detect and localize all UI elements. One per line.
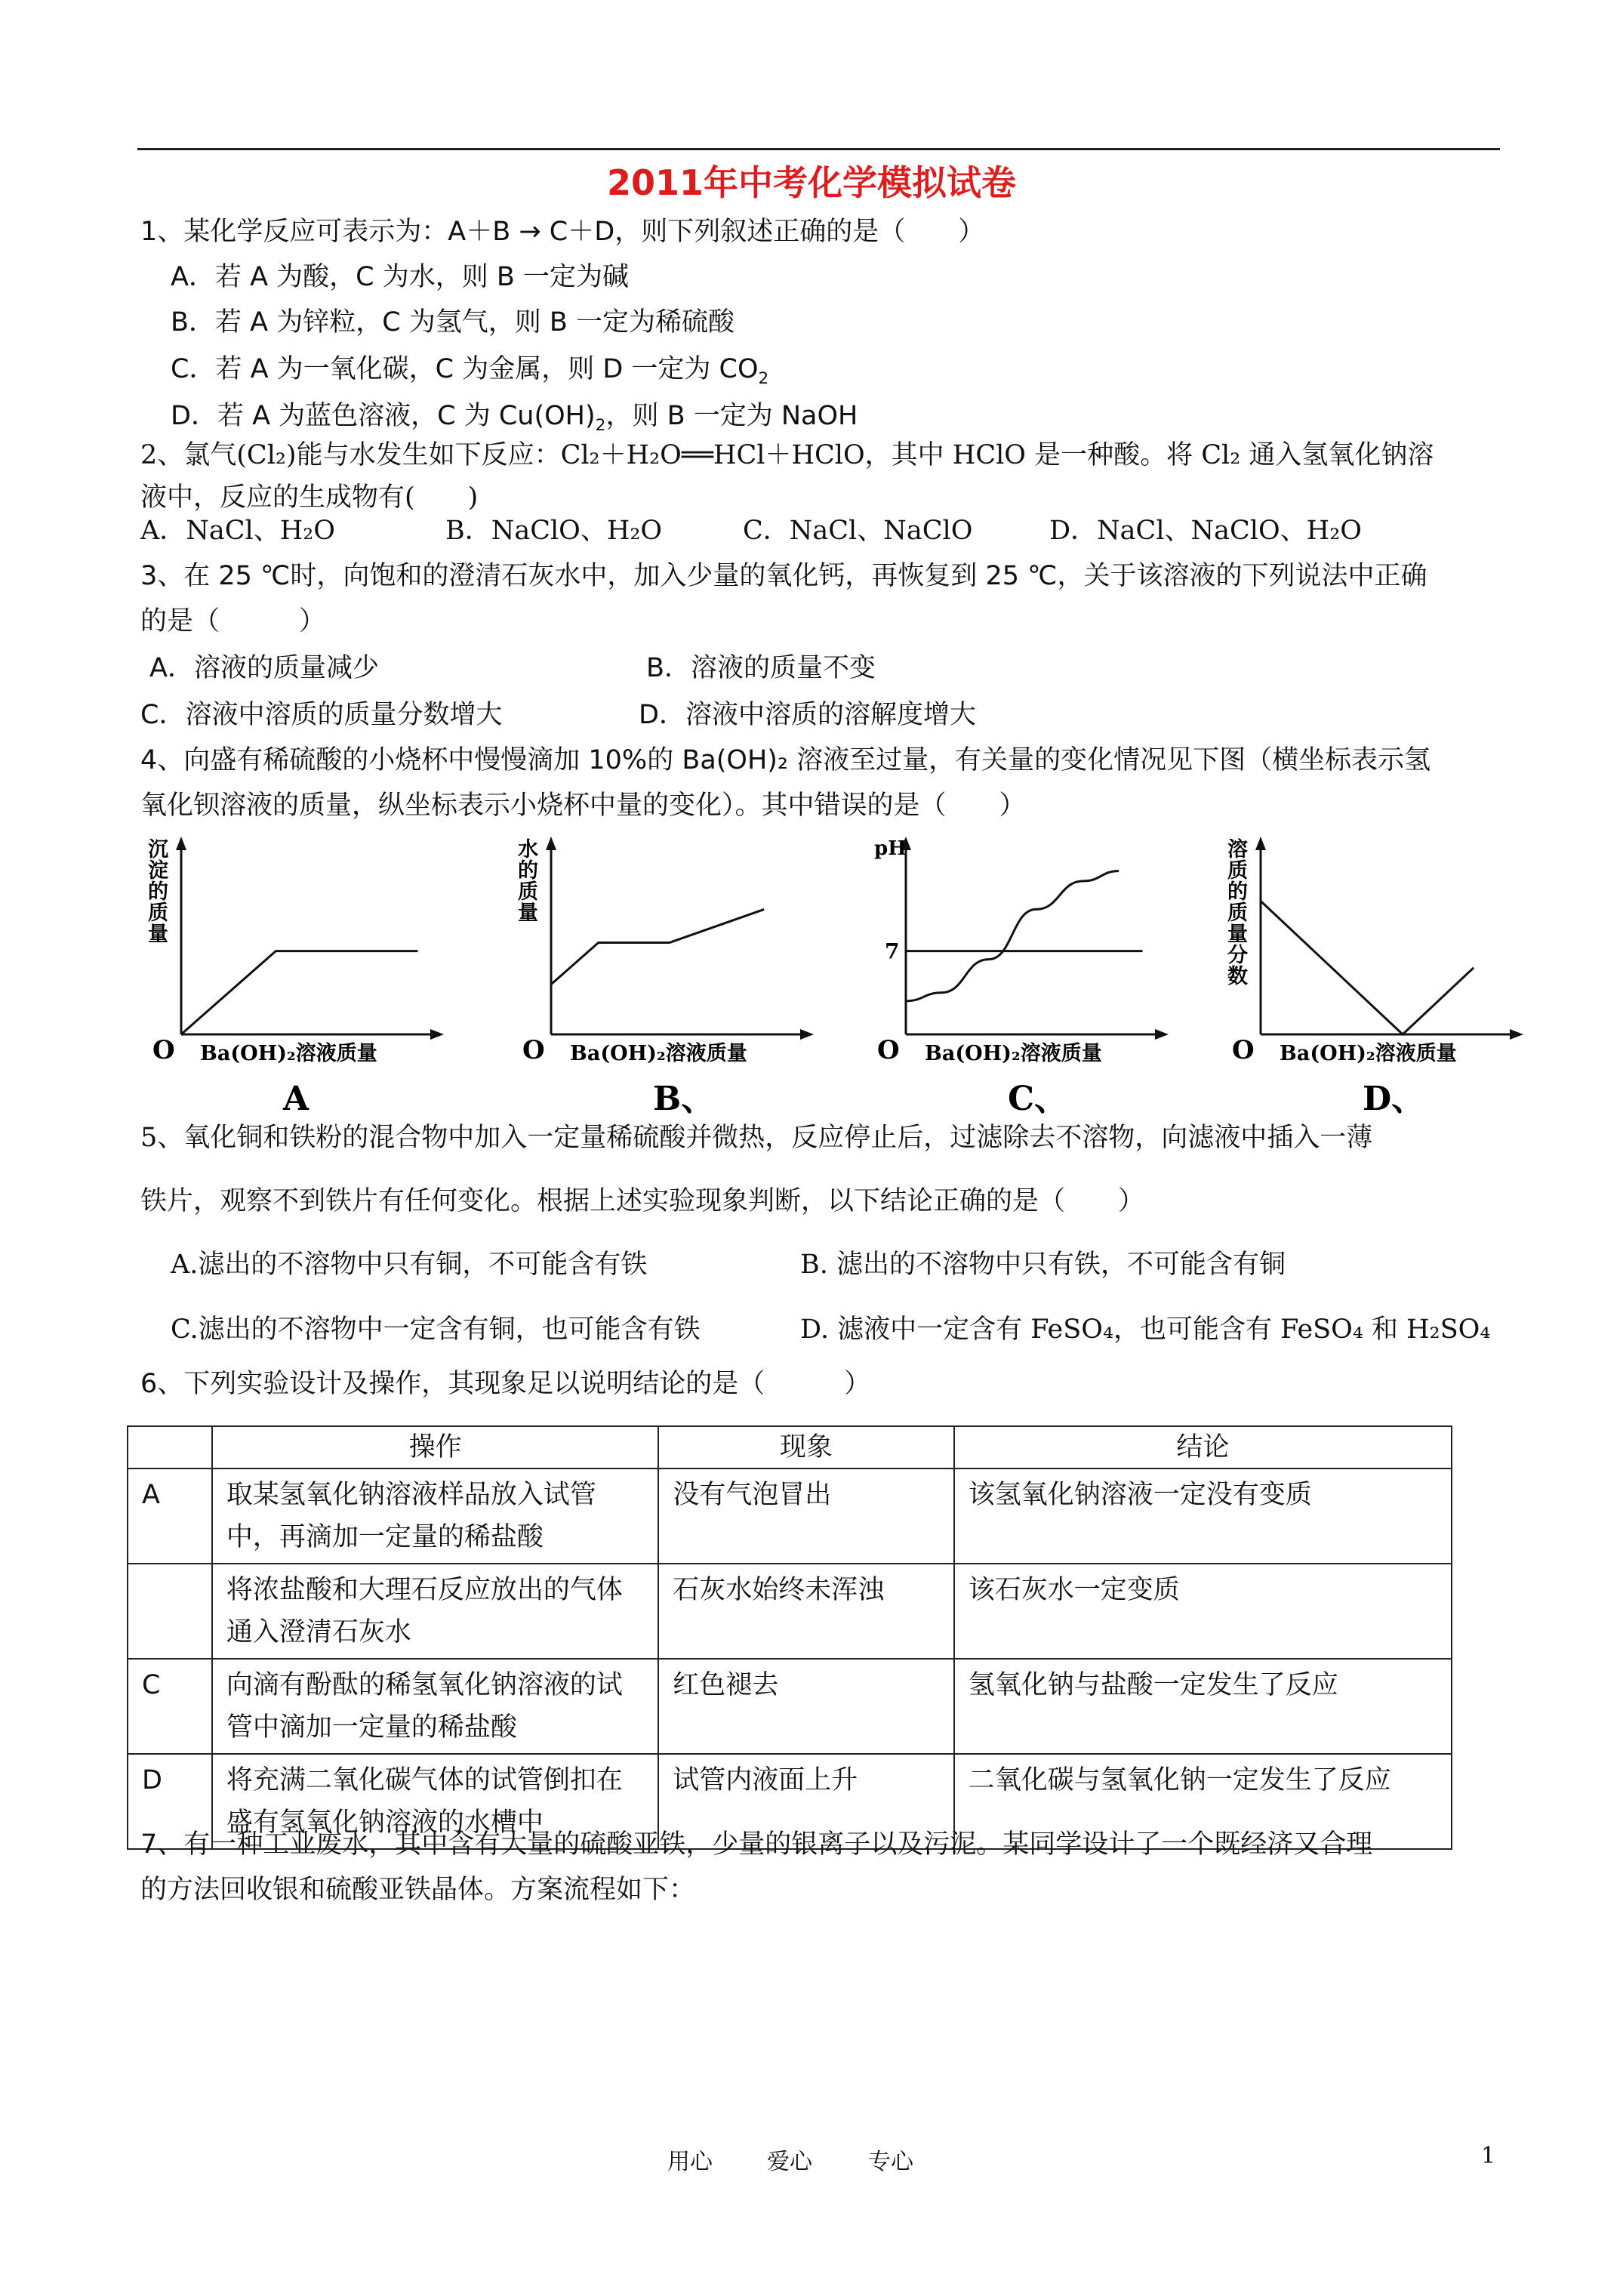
q2-line2: 液中，反应的生成物有( ) bbox=[140, 482, 479, 513]
footer-motto: 专心 bbox=[868, 2149, 913, 2175]
table-row bbox=[128, 1564, 1452, 1659]
q6-stem: 6、下列实验设计及操作，其现象足以说明结论的是（ ） bbox=[140, 1369, 871, 1399]
chart-a bbox=[136, 838, 438, 1128]
table-cell: C bbox=[128, 1659, 212, 1754]
series-line bbox=[906, 871, 1119, 1001]
q1-option-a: A．若 A 为酸，C 为水，则 B 一定为碱 bbox=[171, 262, 629, 292]
q2-option-a: A．NaCl、H₂O bbox=[140, 516, 335, 546]
q3-option-d: D．溶液中溶质的溶解度增大 bbox=[639, 700, 976, 730]
q6-table bbox=[127, 1425, 1452, 1850]
chart-letter: A bbox=[283, 1080, 310, 1118]
q5-option-c: C.滤出的不溶物中一定含有铜，也可能含有铁 bbox=[171, 1314, 701, 1345]
page-number: 1 bbox=[1481, 2143, 1496, 2169]
chart-letter: C、 bbox=[1008, 1080, 1068, 1118]
origin-label: O bbox=[877, 1035, 900, 1065]
q1-option-b: B．若 A 为锌粒，C 为氢气，则 B 一定为稀硫酸 bbox=[171, 307, 735, 337]
x-axis-label: Ba(OH)₂溶液质量 bbox=[200, 1042, 377, 1065]
q7-line1: 7、有一种工业废水，其中含有大量的硫酸亚铁，少量的银离子以及污泥。某同学设计了一个既经济又合理 bbox=[140, 1829, 1373, 1860]
footer-motto: 用心 bbox=[667, 2149, 713, 2175]
chart-svg bbox=[1215, 838, 1517, 1125]
table-cell: 将充满二氧化碳气体的试管倒扣在盛有氢氧化钠溶液的水槽中 bbox=[212, 1754, 658, 1849]
q7-line2: 的方法回收银和硫酸亚铁晶体。方案流程如下： bbox=[140, 1875, 696, 1905]
table-header: 操作 bbox=[212, 1426, 658, 1469]
table-cell: 二氧化碳与氢氧化钠一定发生了反应 bbox=[954, 1754, 1452, 1849]
y-axis-label: 沉淀的质量 bbox=[148, 838, 168, 946]
x-axis-arrow bbox=[1510, 1029, 1523, 1040]
q3-line2: 的是（ ） bbox=[140, 606, 326, 636]
table-cell: 向滴有酚酞的稀氢氧化钠溶液的试管中滴加一定量的稀盐酸 bbox=[212, 1659, 658, 1754]
chart-d bbox=[1215, 838, 1517, 1128]
x-axis-label: Ba(OH)₂溶液质量 bbox=[1280, 1042, 1457, 1065]
q4-line1: 4、向盛有稀硫酸的小烧杯中慢慢滴加 10%的 Ba(OH)₂ 溶液至过量，有关量的变化情况见下图（横坐标表示氢 bbox=[140, 745, 1431, 775]
table-cell: 将浓盐酸和大理石反应放出的气体通入澄清石灰水 bbox=[212, 1564, 658, 1659]
table-cell bbox=[128, 1564, 212, 1659]
q3-option-b: B．溶液的质量不变 bbox=[646, 653, 876, 683]
table-cell: 取某氢氧化钠溶液样品放入试管中，再滴加一定量的稀盐酸 bbox=[212, 1469, 658, 1564]
table-cell: A bbox=[128, 1469, 212, 1564]
q5-option-d: D. 滤液中一定含有 FeSO₄，也可能含有 FeSO₄ 和 H₂SO₄ bbox=[800, 1314, 1491, 1345]
q2-option-b: B．NaClO、H₂O bbox=[445, 516, 663, 546]
x-axis-label: Ba(OH)₂溶液质量 bbox=[570, 1042, 747, 1065]
y-axis-label: 水的质量 bbox=[518, 838, 538, 925]
y-axis-arrow bbox=[1255, 837, 1266, 850]
q5-line1: 5、氧化铜和铁粉的混合物中加入一定量稀硫酸并微热，反应停止后，过滤除去不溶物，向滤液中插入一薄 bbox=[140, 1123, 1373, 1153]
q4-line2: 氧化钡溶液的质量，纵坐标表示小烧杯中量的变化）。其中错误的是（ ） bbox=[140, 791, 1026, 821]
chart-letter: D、 bbox=[1363, 1080, 1425, 1118]
header-rule bbox=[137, 148, 1500, 150]
footer-motto: 爱心 bbox=[767, 2149, 812, 2175]
series-line bbox=[551, 909, 764, 984]
table-cell: 试管内液面上升 bbox=[658, 1754, 954, 1849]
table-cell: 没有气泡冒出 bbox=[658, 1469, 954, 1564]
q5-line2: 铁片，观察不到铁片有任何变化。根据上述实验现象判断，以下结论正确的是（ ） bbox=[140, 1186, 1145, 1216]
table-cell: D bbox=[128, 1754, 212, 1849]
origin-label: O bbox=[152, 1035, 175, 1065]
origin-label: O bbox=[1232, 1035, 1255, 1065]
series-line bbox=[181, 951, 418, 1034]
q1-stem: 1、某化学反应可表示为：A＋B → C＋D，则下列叙述正确的是（ ） bbox=[140, 217, 985, 247]
q2-option-c: C．NaCl、NaClO bbox=[743, 516, 973, 546]
q5-option-b: B. 滤出的不溶物中只有铁，不可能含有铜 bbox=[800, 1250, 1286, 1280]
table-header bbox=[128, 1426, 212, 1469]
chart-svg bbox=[136, 838, 438, 1125]
q2-option-d: D．NaCl、NaClO、H₂O bbox=[1049, 516, 1362, 546]
origin-label: O bbox=[522, 1035, 545, 1065]
table-cell: 该氢氧化钠溶液一定没有变质 bbox=[954, 1469, 1452, 1564]
y-axis-label: pH bbox=[874, 837, 907, 860]
q2-line1: 2、氯气(Cl₂)能与水发生如下反应：Cl₂＋H₂O══HCl＋HClO，其中 HClO 是一种酸。将 Cl₂ 通入氢氧化钠溶 bbox=[140, 440, 1434, 470]
chart-b bbox=[506, 838, 808, 1128]
chart-svg bbox=[506, 838, 808, 1125]
y-axis-label: 溶质的质量分数 bbox=[1227, 838, 1248, 988]
y-axis-arrow bbox=[546, 837, 556, 850]
table-header: 现象 bbox=[658, 1426, 954, 1469]
table-cell: 红色褪去 bbox=[658, 1659, 954, 1754]
chart-letter: B、 bbox=[653, 1080, 715, 1118]
q1-option-d: D．若 A 为蓝色溶液，C 为 $Cu(OH)_2$，则 B 一定为 NaOH bbox=[171, 401, 858, 435]
x-axis-arrow bbox=[1155, 1029, 1169, 1040]
y-tick-label: 7 bbox=[885, 938, 900, 964]
table-header-row bbox=[128, 1426, 1452, 1469]
x-axis-arrow bbox=[800, 1029, 814, 1040]
q3-line1: 3、在 25 ℃时，向饱和的澄清石灰水中，加入少量的氧化钙，再恢复到 25 ℃，关于该溶液的下列说法中正确 bbox=[140, 561, 1427, 591]
chart-c bbox=[861, 838, 1163, 1128]
table-cell: 石灰水始终未浑浊 bbox=[658, 1564, 954, 1659]
y-axis-arrow bbox=[176, 837, 186, 850]
q3-option-a: A．溶液的质量减少 bbox=[149, 653, 379, 683]
table-header: 结论 bbox=[954, 1426, 1452, 1469]
q1-option-c: C．若 A 为一氧化碳，C 为金属，则 D 一定为 $CO_2$ bbox=[171, 354, 769, 388]
x-axis-arrow bbox=[430, 1029, 444, 1040]
table-row bbox=[128, 1659, 1452, 1754]
chart-svg bbox=[861, 838, 1163, 1125]
table-cell: 该石灰水一定变质 bbox=[954, 1564, 1452, 1659]
series-line bbox=[1261, 901, 1474, 1034]
table-row bbox=[128, 1469, 1452, 1564]
q5-option-a: A.滤出的不溶物中只有铜，不可能含有铁 bbox=[171, 1250, 648, 1280]
q3-option-c: C．溶液中溶质的质量分数增大 bbox=[140, 700, 503, 730]
table-cell: 氢氧化钠与盐酸一定发生了反应 bbox=[954, 1659, 1452, 1754]
x-axis-label: Ba(OH)₂溶液质量 bbox=[925, 1042, 1102, 1065]
page-title: 2011年中考化学模拟试卷 bbox=[606, 162, 1017, 203]
